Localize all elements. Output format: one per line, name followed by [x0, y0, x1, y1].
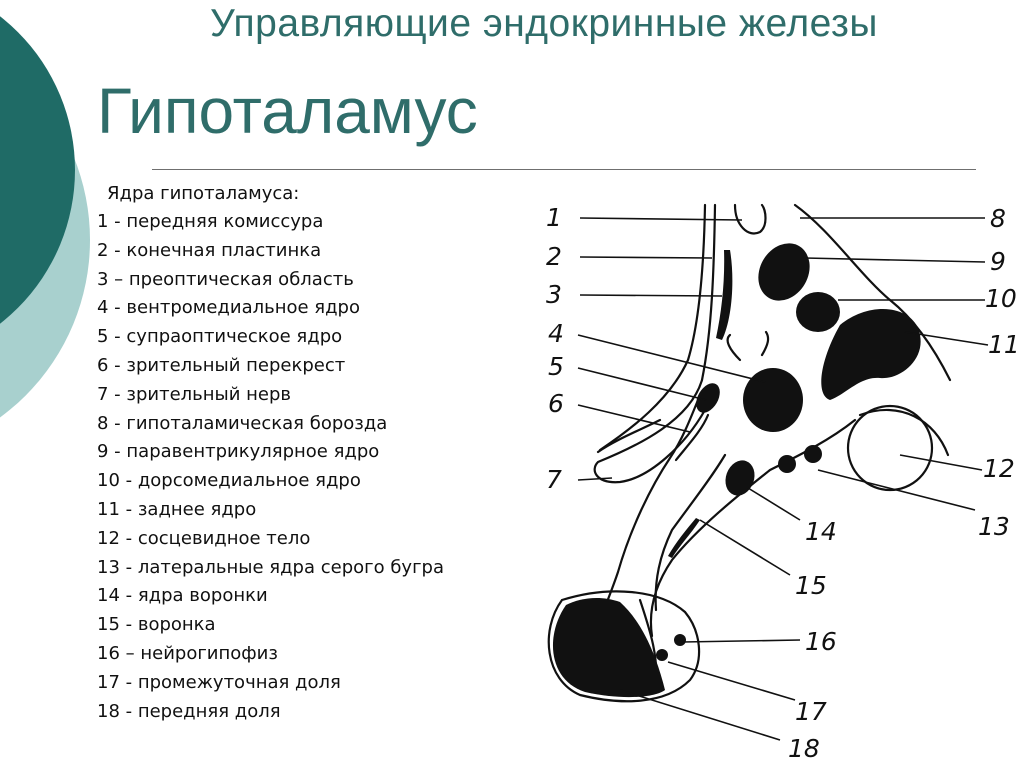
legend-item: 12 - сосцевидное тело	[97, 527, 311, 549]
leader-line-7	[578, 478, 612, 480]
label-10: 10	[985, 284, 1017, 313]
legend-item: 7 - зрительный нерв	[97, 383, 292, 405]
lamina-outline	[600, 205, 705, 450]
leader-line-12	[900, 455, 982, 470]
leader-line-13	[818, 470, 975, 510]
label-18: 18	[788, 734, 820, 763]
legend-item: 14 - ядра воронки	[97, 585, 268, 607]
label-4: 4	[548, 319, 564, 348]
anterior-lobe-shape	[553, 598, 665, 697]
legend-item: 17 - промежуточная доля	[97, 671, 341, 693]
hypothalamus-diagram	[530, 190, 1024, 767]
mammillary-curve	[860, 410, 948, 455]
leader-line-5	[578, 368, 706, 400]
legend	[97, 180, 444, 726]
lateral-tuber-nucleus-shape	[778, 455, 796, 473]
label-16: 16	[805, 627, 837, 656]
leader-line-3	[580, 295, 722, 296]
tract-line	[728, 335, 740, 360]
legend-item: 6 - зрительный перекрест	[97, 354, 346, 376]
label-5: 5	[548, 352, 564, 381]
label-11: 11	[988, 330, 1020, 359]
legend-item: 4 - вентромедиальное ядро	[97, 297, 360, 319]
label-6: 6	[548, 389, 564, 418]
title-divider	[152, 169, 976, 170]
label-8: 8	[990, 204, 1006, 233]
leader-line-1	[580, 218, 742, 220]
label-14: 14	[805, 517, 837, 546]
legend-item: 13 - латеральные ядра серого бугра	[97, 556, 445, 578]
leader-line-9	[805, 258, 985, 262]
leader-line-18	[620, 690, 780, 740]
leader-line-14	[748, 488, 800, 520]
leader-line-17	[668, 662, 795, 700]
legend-item: 5 - супраоптическое ядро	[97, 326, 343, 348]
tract-line	[762, 332, 768, 355]
neurohypophysis-dot	[656, 649, 668, 661]
label-15: 15	[795, 571, 827, 600]
legend-item: 8 - гипоталамическая борозда	[97, 412, 388, 434]
label-17: 17	[795, 697, 827, 726]
dorsomedial-nucleus-shape	[796, 292, 840, 332]
leader-line-6	[578, 405, 690, 432]
slide-subtitle: Управляющие эндокринные железы	[210, 2, 878, 45]
slide-title: Гипоталамус	[97, 75, 478, 147]
label-9: 9	[990, 247, 1006, 276]
label-3: 3	[546, 280, 562, 309]
legend-list	[97, 208, 444, 726]
label-7: 7	[546, 465, 562, 494]
legend-item: 11 - заднее ядро	[97, 498, 257, 520]
infundibular-nucleus-shape	[721, 456, 760, 499]
legend-item: 3 – преоптическая область	[97, 268, 354, 290]
lateral-tuber-nucleus-shape	[804, 445, 822, 463]
label-2: 2	[546, 242, 562, 271]
stalk-detail-shape	[668, 518, 700, 558]
legend-item: 16 – нейрогипофиз	[97, 642, 278, 664]
legend-item: 2 - конечная пластинка	[97, 239, 322, 261]
legend-item: 1 - передняя комиссура	[97, 211, 324, 232]
ventromedial-nucleus-shape	[743, 368, 803, 432]
legend-item: 10 - дорсомедиальное ядро	[97, 470, 361, 492]
legend-item: 18 - передняя доля	[97, 700, 281, 722]
preoptic-strip-shape	[716, 250, 732, 340]
legend-item: 15 - воронка	[97, 614, 216, 636]
label-1: 1	[546, 203, 562, 232]
legend-item: 9 - паравентрикулярное ядро	[97, 441, 380, 463]
leader-line-2	[580, 257, 712, 258]
leader-line-16	[682, 640, 800, 642]
label-12: 12	[983, 454, 1015, 483]
leader-line-15	[700, 520, 790, 575]
legend-heading: Ядра гипоталамуса:	[107, 183, 300, 204]
label-13: 13	[978, 512, 1010, 541]
neurohypophysis-dot	[674, 634, 686, 646]
